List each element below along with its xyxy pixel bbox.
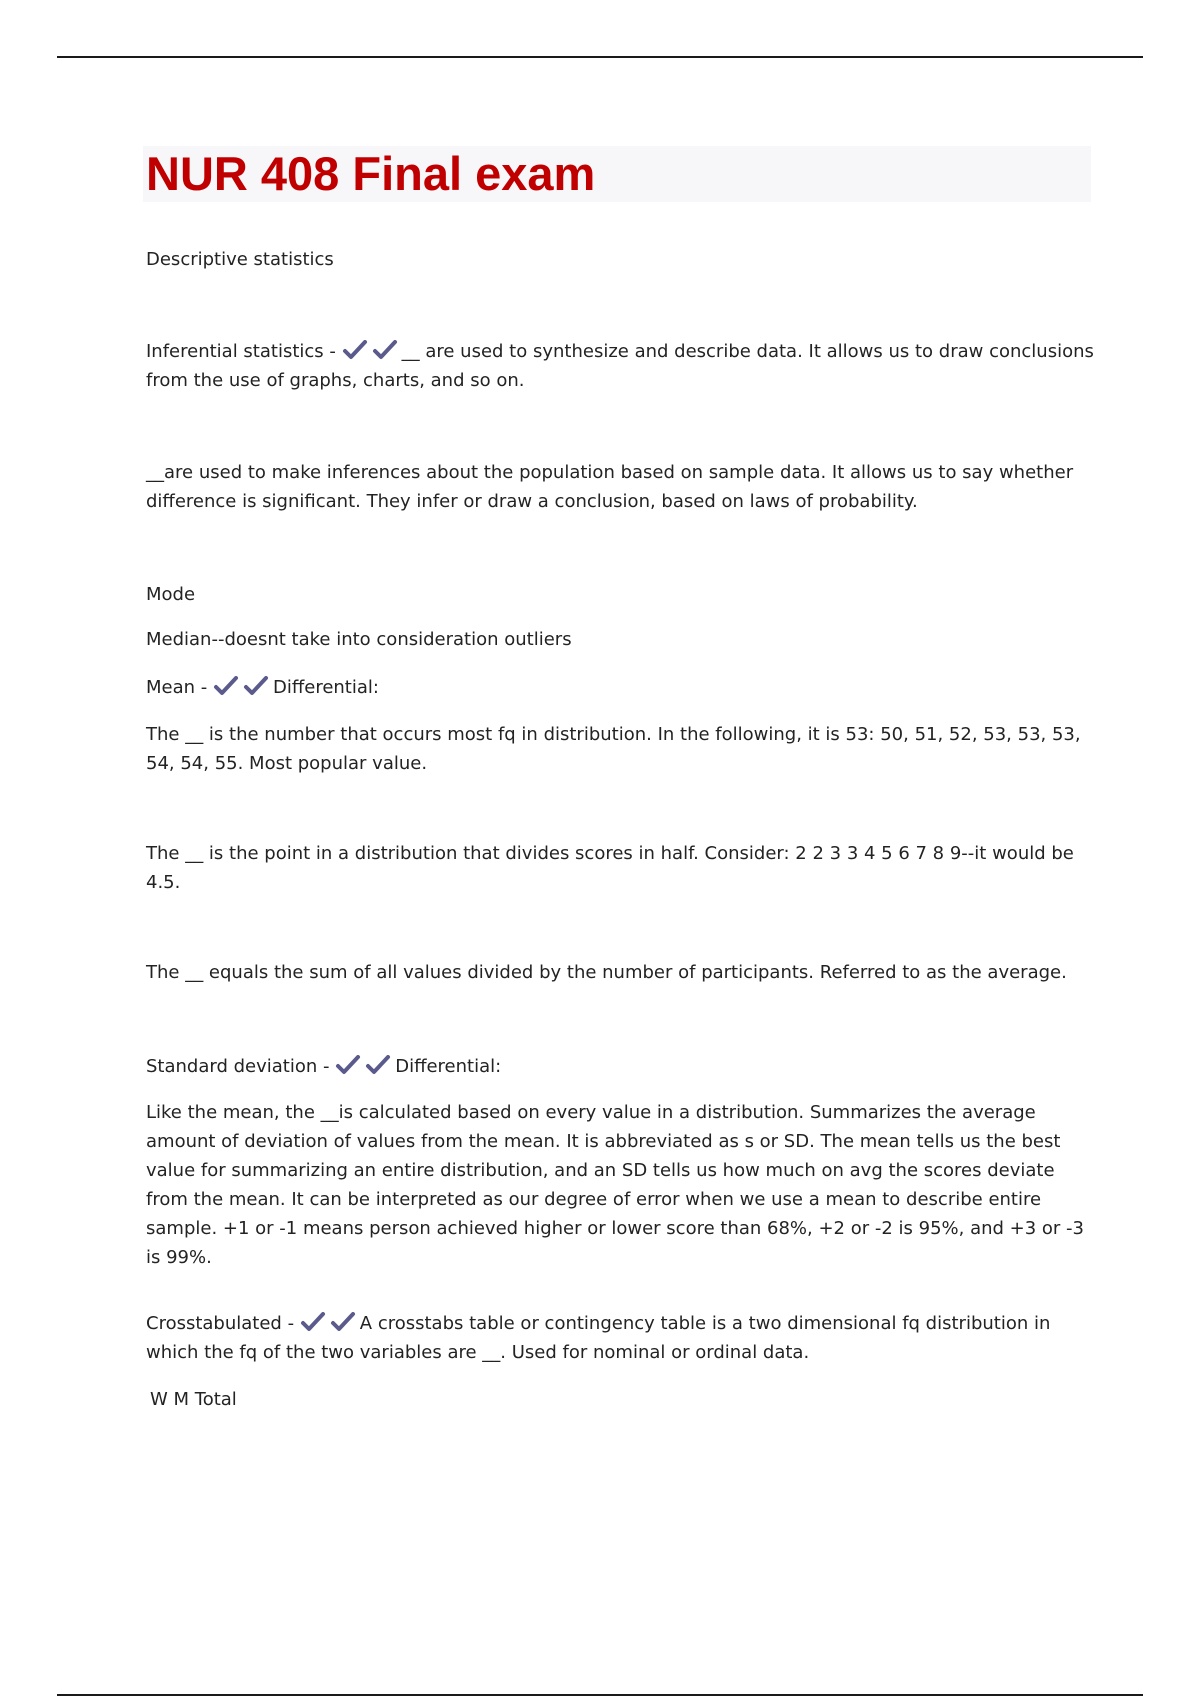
- item-crosstabulated: [146, 1309, 1098, 1367]
- cross-term: Crosstabulated -: [146, 1313, 300, 1334]
- mean-term: Mean -: [146, 677, 213, 698]
- item-inferential-definition: __are used to make inferences about the population based on sample data. It allows us to say whether difference is significant. They infer or draw a conclusion, based on laws of probability.: [146, 462, 1074, 512]
- inferential-line1-text: __ are used to synthesize and describe data. It allows us to draw conclusions: [401, 341, 1094, 362]
- inferential-term: Inferential statistics -: [146, 341, 342, 362]
- sd-text: Differential:: [395, 1056, 502, 1077]
- item-descriptive: Descriptive statistics: [146, 249, 334, 270]
- checkmark-icon: [342, 340, 368, 360]
- check-pair: [213, 677, 273, 698]
- checkmark-icon: [213, 676, 239, 696]
- inferential-line2: from the use of graphs, charts, and so on.: [146, 370, 525, 391]
- page-title: NUR 408 Final exam: [146, 147, 596, 200]
- checkmark-icon: [365, 1055, 391, 1075]
- item-median: Median--doesnt take into consideration outliers: [146, 629, 572, 650]
- cross-text: A crosstabs table or contingency table is a two dimensional fq distribution in which the fq of the two variables are __. Used for nominal or ordinal data.: [146, 1313, 1051, 1363]
- checkmark-icon: [330, 1312, 356, 1332]
- crosstab-table-header: W M Total: [150, 1389, 237, 1410]
- checkmark-icon: [243, 676, 269, 696]
- item-mode: Mode: [146, 584, 196, 605]
- check-pair: [300, 1313, 360, 1334]
- sd-term: Standard deviation -: [146, 1056, 336, 1077]
- item-median-definition: The __ is the point in a distribution that divides scores in half. Consider: 2 2 3 3 4 5 6 7 8 9--it would be 4.5.: [146, 843, 1074, 893]
- checkmark-icon: [335, 1055, 361, 1075]
- checkmark-icon: [300, 1312, 326, 1332]
- item-mean: [146, 673, 1098, 702]
- item-mode-definition: The __ is the number that occurs most fq in distribution. In the following, it is 53: 50, 51, 52, 53, 53, 53, 54, 54, 55. Most popular value.: [146, 724, 1081, 774]
- check-pair: [335, 1056, 395, 1077]
- checkmark-icon: [372, 340, 398, 360]
- item-inferential: [146, 337, 1098, 395]
- header-rule: [57, 56, 1143, 58]
- check-pair: [342, 341, 402, 362]
- footer-rule: [57, 1694, 1143, 1696]
- item-sd-definition: Like the mean, the __is calculated based on every value in a distribution. Summarizes the average amount of deviation of values from the mean. It is abbreviated as s or SD. The mean tells us the best value for summarizing an entire distribution, and an SD tells us how much on avg the scores deviate from the mean. It can be interpreted as our degree of error when we use a mean to describe entire sample. +1 or -1 means person achieved higher or lower score than 68%, +2 or -2 is 95%, and +3 or -3 is 99%.: [146, 1102, 1085, 1268]
- item-mean-definition: The __ equals the sum of all values divided by the number of participants. Referred to as the average.: [146, 962, 1067, 983]
- item-standard-deviation: [146, 1052, 1098, 1081]
- mean-text: Differential:: [272, 677, 379, 698]
